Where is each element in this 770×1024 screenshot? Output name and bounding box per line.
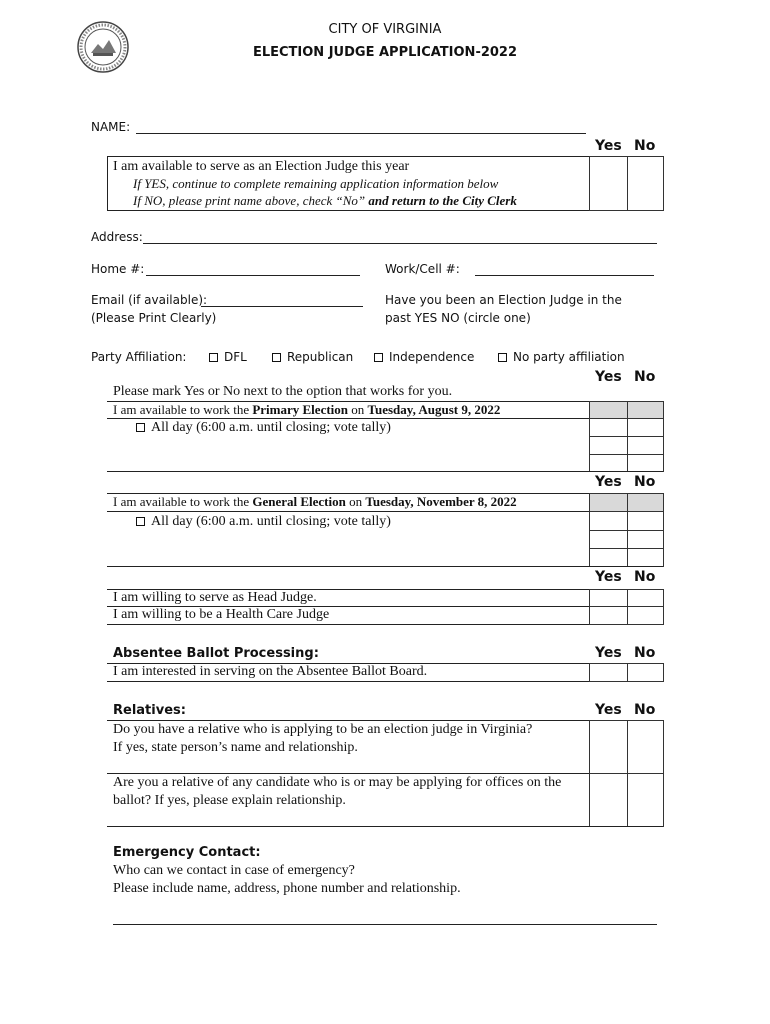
checkbox-icon[interactable] xyxy=(272,353,281,362)
home-phone-field[interactable] xyxy=(146,275,360,276)
no-header: No xyxy=(634,702,656,718)
checkbox-icon[interactable] xyxy=(209,353,218,362)
general-election-statement: I am available to work the General Election on Tuesday, November 8, 2022 xyxy=(113,494,517,509)
head-judge-statement: I am willing to serve as Head Judge. xyxy=(113,590,317,605)
address-field[interactable] xyxy=(143,243,657,244)
party-label: Party Affiliation: xyxy=(91,350,187,364)
primary-no-box[interactable] xyxy=(627,418,664,437)
party-option-independence[interactable]: Independence xyxy=(374,350,474,364)
primary-yes-header-cell xyxy=(589,401,628,419)
party-option-none[interactable]: No party affiliation xyxy=(498,350,625,364)
email-note: (Please Print Clearly) xyxy=(91,311,217,325)
general-yes-header-cell xyxy=(589,493,628,512)
email-label: Email (if available): xyxy=(91,293,208,307)
checkbox-icon[interactable] xyxy=(374,353,383,362)
availability-yes-note: If YES, continue to complete remaining application information below xyxy=(133,176,499,191)
relative-judge-no-box[interactable] xyxy=(627,720,664,774)
name-field[interactable] xyxy=(136,133,586,134)
relative-candidate-no-box[interactable] xyxy=(627,773,664,827)
checkbox-icon[interactable] xyxy=(136,423,145,432)
no-header: No xyxy=(634,569,656,585)
work-phone-field[interactable] xyxy=(475,275,654,276)
emergency-contact-field[interactable] xyxy=(113,924,657,925)
form-title: ELECTION JUDGE APPLICATION-2022 xyxy=(252,45,518,60)
head-judge-yes-box[interactable] xyxy=(589,589,628,607)
availability-statement: I am available to serve as an Election Judge this year xyxy=(113,159,410,174)
absentee-no-box[interactable] xyxy=(627,663,664,682)
health-care-no-box[interactable] xyxy=(627,606,664,625)
relative-judge-yes-box[interactable] xyxy=(589,720,628,774)
city-heading: CITY OF VIRGINIA xyxy=(328,22,442,37)
primary-yes-box[interactable] xyxy=(589,418,628,437)
yes-header: Yes xyxy=(595,569,622,585)
yes-header: Yes xyxy=(595,645,622,661)
relative-candidate-instruction: ballot? If yes, please explain relationship. xyxy=(113,793,346,808)
email-field[interactable] xyxy=(201,306,363,307)
available-yes-box[interactable] xyxy=(589,156,628,211)
general-no-header-cell xyxy=(627,493,664,512)
emergency-heading: Emergency Contact: xyxy=(113,845,261,860)
absentee-yes-box[interactable] xyxy=(589,663,628,682)
checkbox-icon[interactable] xyxy=(136,517,145,526)
relative-candidate-question: Are you a relative of any candidate who is or may be applying for offices on the xyxy=(113,775,562,790)
yes-header: Yes xyxy=(595,369,622,385)
yes-header: Yes xyxy=(595,138,622,154)
available-no-box[interactable] xyxy=(627,156,664,211)
availability-no-note: If NO, please print name above, check “No” and return to the City Clerk xyxy=(133,193,517,208)
primary-election-statement: I am available to work the Primary Election on Tuesday, August 9, 2022 xyxy=(113,402,501,417)
instructions: Please mark Yes or No next to the option that works for you. xyxy=(113,384,453,399)
health-care-yes-box[interactable] xyxy=(589,606,628,625)
name-label: NAME: xyxy=(91,120,131,134)
no-header: No xyxy=(634,138,656,154)
general-yes-box[interactable] xyxy=(589,511,628,531)
yes-header: Yes xyxy=(595,702,622,718)
work-phone-label: Work/Cell #: xyxy=(385,262,460,276)
absentee-heading: Absentee Ballot Processing: xyxy=(113,646,319,661)
no-header: No xyxy=(634,474,656,490)
address-label: Address: xyxy=(91,230,143,244)
relative-judge-instruction: If yes, state person’s name and relationship. xyxy=(113,740,358,755)
general-no-box[interactable] xyxy=(627,511,664,531)
primary-no-header-cell xyxy=(627,401,664,419)
no-header: No xyxy=(634,645,656,661)
relative-candidate-yes-box[interactable] xyxy=(589,773,628,827)
general-option-all-day[interactable]: All day (6:00 a.m. until closing; vote tally) xyxy=(136,514,391,530)
emergency-instruction: Please include name, address, phone number and relationship. xyxy=(113,881,461,896)
health-care-judge-statement: I am willing to be a Health Care Judge xyxy=(113,607,330,622)
relative-judge-question: Do you have a relative who is applying to be an election judge in Virginia? xyxy=(113,722,533,737)
absentee-statement: I am interested in serving on the Absentee Ballot Board. xyxy=(113,664,428,679)
primary-option-all-day[interactable]: All day (6:00 a.m. until closing; vote tally) xyxy=(136,420,391,436)
yes-header: Yes xyxy=(595,474,622,490)
no-header: No xyxy=(634,369,656,385)
party-option-dfl[interactable]: DFL xyxy=(209,350,247,364)
home-phone-label: Home #: xyxy=(91,262,145,276)
past-judge-answer[interactable]: past YES NO (circle one) xyxy=(385,311,531,325)
head-judge-no-box[interactable] xyxy=(627,589,664,607)
party-option-republican[interactable]: Republican xyxy=(272,350,353,364)
emergency-question: Who can we contact in case of emergency? xyxy=(113,863,355,878)
checkbox-icon[interactable] xyxy=(498,353,507,362)
past-judge-question: Have you been an Election Judge in the xyxy=(385,293,622,307)
relatives-heading: Relatives: xyxy=(113,703,186,718)
